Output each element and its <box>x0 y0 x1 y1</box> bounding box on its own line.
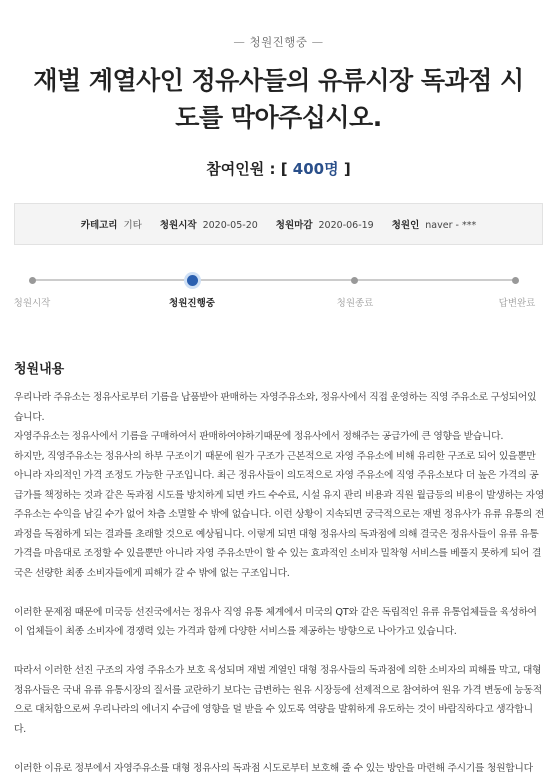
participants-close: ] <box>344 160 351 178</box>
timeline-dot-start <box>29 277 36 284</box>
info-category <box>81 217 142 231</box>
content-paragraph-3: 하지만, 직영주유소는 정유사의 하부 구조이기 때문에 원가 구조가 근본적으로 자영 주유소에 비해 유리한 구조로 되어 있을뿐만 아니라 자의적인 가격 조정도 가능한 구조입니다. 최근 정유사들이 의도적으로 자영 주유소에 직영 주유소보다 더 높은 가격의 공급가를 책정하는 것과 같은 독과점 시도를 방치하게 되면 카드 수수료, 시설 유지 관리 비용과 직원 월급등의 비용이 발생하는 자영 주유소는 수익을 남길 수가 없어 차츰 소멸할 수 밖에 없습니다. 이런 상황이 지속되면 궁극적으로는 재벌 정유사가 유류 유통의 전과정을 독점하게 되는 결과를 초래할 것으로 예상됩니다. 이렇게 되면 대형 정유사의 독과점에 의해 결국은 정유사들이 유류 유통가격을 마음대로 조정할 수 있을뿐만 아니라 자영 주유소만이 할 수 있는 효과적인 소비자 밀착형 서비스를 베풀지 못하게 되어 결국은 선량한 최종 소비자들에게 피해가 갈 수 밖에 없는 구조입니다. <box>14 447 544 584</box>
petition-info-box <box>14 203 543 245</box>
end-value: 2020-06-19 <box>319 220 374 231</box>
timeline-dot-answered <box>512 277 519 284</box>
end-label: 청원마감 <box>276 220 313 231</box>
status-text: 청원진행중 <box>249 35 307 49</box>
content-paragraph-6: 이러한 이유로 정부에서 자영주유소를 대형 정유사의 독과점 시도로부터 보호해 줄 수 있는 방안을 마련해 주시기를 청원합니다 <box>14 759 544 778</box>
timeline-dot-end <box>351 277 358 284</box>
section-title: 청원내용 <box>14 358 64 377</box>
step-label-start: 청원시작 <box>0 295 72 309</box>
right-dash: — <box>312 35 324 49</box>
left-dash: — <box>233 35 245 49</box>
petition-content <box>14 388 544 778</box>
petition-title: 재벌 계열사인 정유사들의 유류시장 독과점 시도를 막아주십시오. <box>30 62 527 136</box>
info-end <box>276 217 374 231</box>
petition-status-header <box>0 34 557 50</box>
timeline-dot-active <box>187 275 198 286</box>
petitioner-value: naver - *** <box>425 220 476 231</box>
info-start <box>160 217 258 231</box>
participants-label: 참여인원 : [ <box>206 160 287 178</box>
step-label-in-progress: 청원진행중 <box>152 295 232 309</box>
start-value: 2020-05-20 <box>203 220 258 231</box>
content-paragraph-4: 이러한 문제점 때문에 미국등 선진국에서는 정유사 직영 유통 체계에서 미국의 QT와 같은 독립적인 유류 유통업체들을 육성하여 이 업체들이 최종 소비자에 경쟁력 있는 가격과 함께 다양한 서비스를 제공하는 방향으로 나아가고 있습니다. <box>14 603 544 642</box>
category-value: 기타 <box>124 220 142 231</box>
content-paragraph-5: 따라서 이러한 선진 구조의 자영 주유소가 보호 육성되며 재벌 계열인 대형 정유사들의 독과점에 의한 소비자의 피해를 막고, 대형 정유사들은 국내 유류 유통시장의 질서를 교란하기 보다는 급변하는 원유 시장등에 선제적으로 참여하여 원유 가격 변동에 능동적으로 대처함으로써 우리나라의 에너지 수급에 영향을 덜 받을 수 있도록 역량을 발휘하게 유도하는 것이 바람직하다고 생각합니다. <box>14 661 544 739</box>
content-paragraph-2: 자영주유소는 정유사에서 기름을 구매하여서 판매하여야하기때문에 정유사에서 정해주는 공급가에 큰 영향을 받습니다. <box>14 427 544 447</box>
step-label-closed: 청원종료 <box>315 295 395 309</box>
petitioner-label: 청원인 <box>392 220 420 231</box>
step-label-answered: 답변완료 <box>477 295 557 309</box>
info-petitioner <box>392 217 476 231</box>
category-label: 카테고리 <box>81 220 118 231</box>
participants-count <box>0 158 557 179</box>
progress-timeline <box>32 279 516 281</box>
content-paragraph-1: 우리나라 주유소는 정유사로부터 기름을 납품받아 판매하는 자영주유소와, 정유사에서 직접 운영하는 직영 주유소로 구성되어있습니다. <box>14 388 544 427</box>
participants-number: 400명 <box>293 160 339 178</box>
start-label: 청원시작 <box>160 220 197 231</box>
